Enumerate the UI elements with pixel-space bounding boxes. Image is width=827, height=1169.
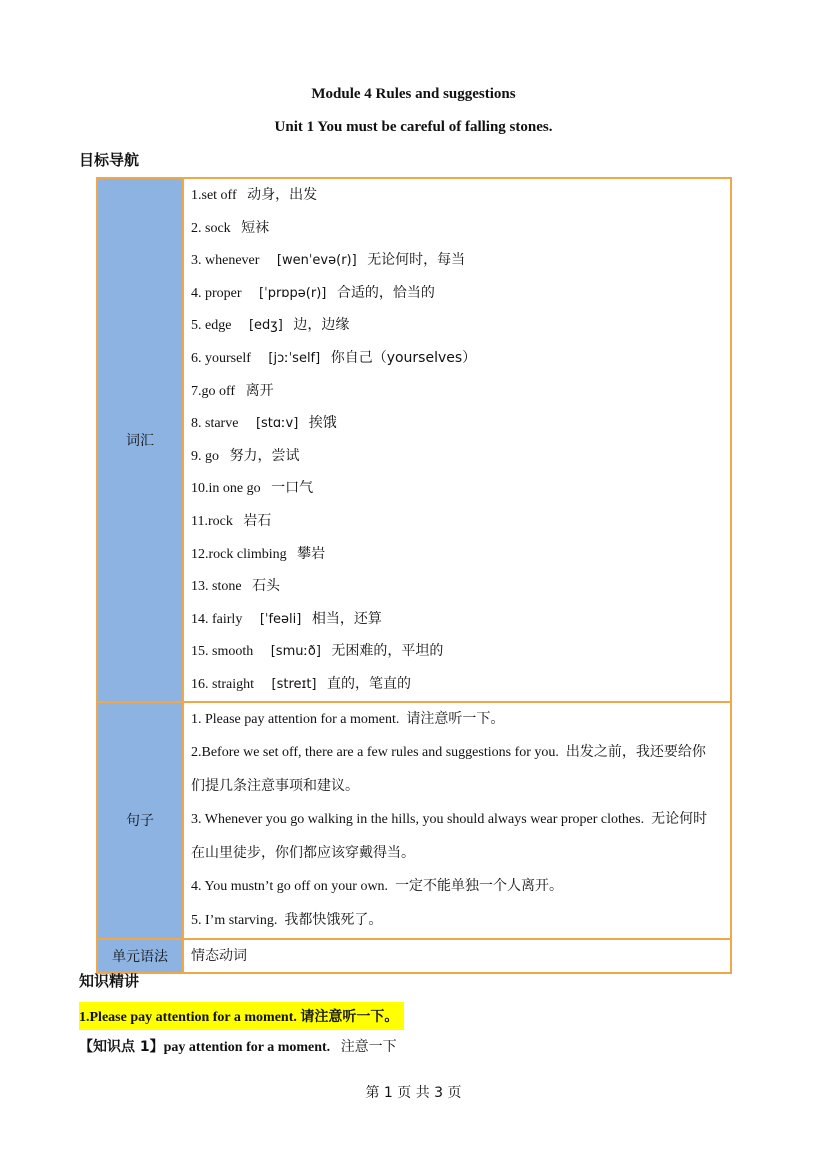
vocab-word: 3. whenever [191,253,260,269]
vocab-meaning: 合适的，恰当的 [336,284,435,301]
vocab-phonetic: [smuːð] [270,644,321,660]
vocab-meaning: 无论何时，每当 [367,252,466,269]
vocab-item [191,505,730,538]
unit-title: Unit 1 You must be careful of falling stones. [274,119,553,135]
sentence-en: 5. I’m starving. [191,913,278,929]
vocab-item [191,668,730,701]
vocab-meaning: 直的，笔直的 [327,675,411,692]
page-footer: 第 1 页 共 3 页 [365,1085,462,1101]
vocab-item [191,472,730,505]
sentence-zh: 我都快饿死了。 [284,912,383,929]
vocab-item [191,212,730,245]
sentence-zh: 一定不能单独一个人离开。 [395,878,564,895]
vocab-meaning: 攀岩 [297,545,326,562]
vocab-meaning: 挨饿 [308,415,337,432]
vocab-phonetic: [ˈfeəli] [259,611,302,627]
sentence-item [191,736,730,803]
vocab-meaning: 动身，出发 [247,187,318,203]
vocab-item [191,570,730,603]
module-title: Module 4 Rules and suggestions [311,86,516,102]
vocab-meaning: 离开 [245,382,274,399]
vocab-phonetic: [stɑːv] [255,416,299,432]
vocab-item [191,440,730,473]
sentence-item [191,703,730,737]
highlighted-sentence-zh: 请注意听一下。 [300,1009,399,1025]
sentence-en: 4. You mustn’t go off on your own. [191,879,389,895]
vocab-item [191,342,730,375]
vocab-word: 12.rock climbing [191,546,287,562]
highlighted-sentence-en: 1.Please pay attention for a moment. [79,1010,297,1025]
vocab-word: 8. starve [191,416,239,432]
vocab-label: 词汇 [97,178,183,702]
vocab-item [191,538,730,571]
vocab-item [191,244,730,277]
knowledge-point-en: pay attention for a moment. [163,1040,331,1055]
vocab-list [183,178,731,702]
sentence-en: 1. Please pay attention for a moment. [191,711,400,727]
vocab-word: 4. proper [191,285,242,301]
vocab-phonetic: [streɪt] [271,676,317,692]
vocab-word: 16. straight [191,676,254,692]
vocab-meaning: 你自己（yourselves） [330,349,477,366]
sentence-label: 句子 [97,702,183,939]
sentence-zh: 请注意听一下。 [406,710,505,727]
vocab-item [191,309,730,342]
vocab-meaning: 相当，还算 [311,610,382,627]
vocab-word: 11.rock [191,513,233,529]
sentence-item [191,904,730,938]
vocab-phonetic: [ˈprɒpə(r)] [259,285,327,301]
vocab-word: 10.in one go [191,481,261,497]
vocab-meaning: 无困难的，平坦的 [331,643,444,660]
section-knowledge-heading: 知识精讲 [79,972,140,990]
vocab-word: 5. edge [191,318,232,334]
vocab-item [191,179,730,212]
grammar-label: 单元语法 [97,939,183,973]
knowledge-point-tag: 【知识点 1】 [79,1039,164,1055]
sentence-list [183,702,731,939]
sentence-item [191,803,730,870]
grammar-value: 情态动词 [183,939,731,973]
vocab-meaning: 岩石 [243,512,272,529]
knowledge-point [79,1036,397,1056]
vocab-phonetic: [wenˈevə(r)] [276,253,357,269]
vocab-item [191,277,730,310]
knowledge-point-zh: 注意一下 [340,1039,397,1055]
vocab-word: 9. go [191,448,219,464]
vocab-phonetic: [jɔːˈself] [268,350,321,366]
vocab-meaning: 短袜 [241,219,270,236]
vocab-item [191,375,730,408]
summary-table [96,177,732,974]
vocab-word: 14. fairly [191,611,243,627]
vocab-word: 7.go off [191,383,236,399]
sentence-item [191,870,730,904]
vocab-word: 13. stone [191,579,242,595]
sentence-zh: 出发之前，我还要给你们提几条注意事项和建议。 [191,744,706,794]
sentence-en: 3. Whenever you go walking in the hills, you should always wear proper clothes. [191,812,645,828]
vocab-word: 6. yourself [191,350,251,366]
sentence-en: 2.Before we set off, there are a few rules and suggestions for you. [191,745,559,761]
section-goals-heading: 目标导航 [79,151,140,169]
vocab-meaning: 石头 [252,578,281,595]
vocab-meaning: 一口气 [271,480,314,497]
vocab-item [191,635,730,668]
vocab-item [191,407,730,440]
sentence-zh: 无论何时在山里徒步，你们都应该穿戴得当。 [191,811,708,861]
vocab-word: 15. smooth [191,644,254,660]
vocab-item [191,603,730,636]
vocab-meaning: 努力，尝试 [229,447,300,464]
vocab-phonetic: [edʒ] [248,318,283,334]
highlighted-sentence [79,1002,404,1030]
vocab-word: 2. sock [191,220,231,236]
vocab-meaning: 边，边缘 [293,317,350,334]
vocab-word: 1.set off [191,188,237,203]
